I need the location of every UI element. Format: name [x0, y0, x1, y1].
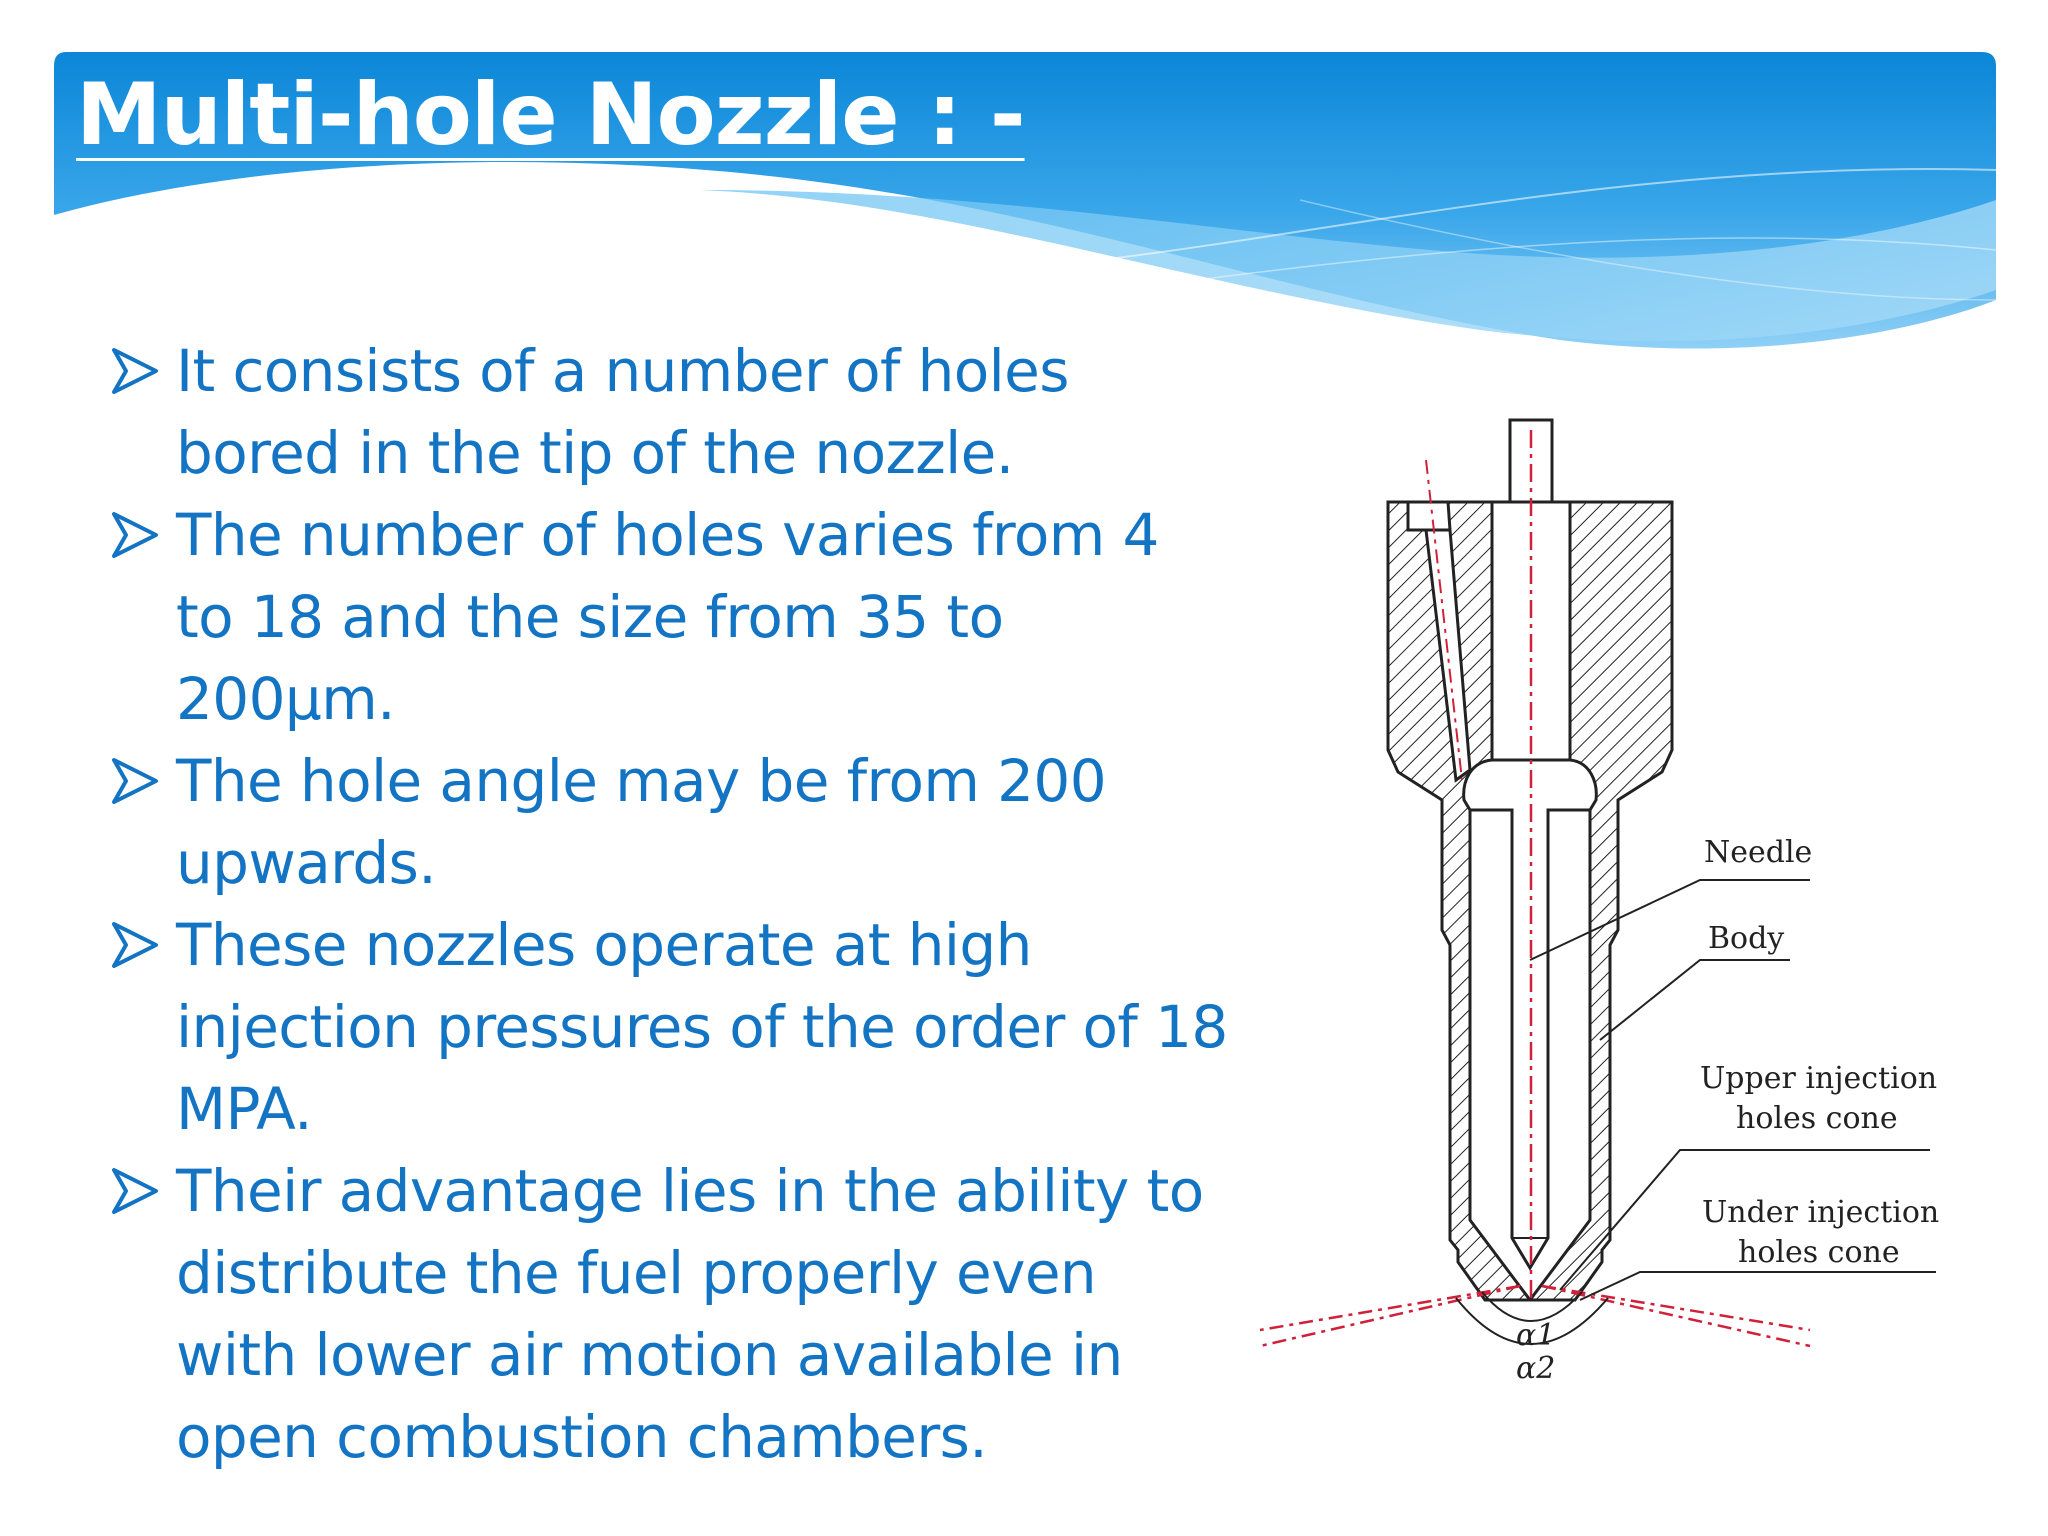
arrow-bullet-icon	[110, 1166, 160, 1216]
bullet-text: The hole angle may be from 200 upwards.	[176, 747, 1106, 897]
bullet-item	[110, 1150, 1230, 1478]
body-label: Body	[1708, 921, 1785, 956]
bullet-item	[110, 904, 1230, 1150]
spray-hole-left-lower	[1260, 1286, 1520, 1346]
bullet-list	[110, 330, 1230, 1478]
arrow-bullet-icon	[110, 756, 160, 806]
under-cone-label-line2: holes cone	[1738, 1235, 1900, 1270]
bullet-text: It consists of a number of holes bored in the tip of the nozzle.	[176, 337, 1069, 487]
upper-cone-label-line2: holes cone	[1736, 1101, 1898, 1136]
arrow-bullet-icon	[110, 510, 160, 560]
bullet-item	[110, 494, 1230, 740]
body-leader-line	[1600, 960, 1790, 1040]
bullet-text: Their advantage lies in the ability to distribute the fuel properly even with lower air motion available in open combustion chambers.	[176, 1157, 1204, 1471]
spray-hole-right-lower	[1542, 1286, 1810, 1346]
upper-cone-label-line1: Upper injection	[1700, 1061, 1938, 1096]
bullet-text: The number of holes varies from 4 to 18 and the size from 35 to 200μm.	[176, 501, 1159, 733]
bullet-item	[110, 330, 1230, 494]
arrow-bullet-icon	[110, 920, 160, 970]
bullet-item	[110, 740, 1230, 904]
under-cone-label-line1: Under injection	[1702, 1195, 1940, 1230]
under-cone-leader-line	[1580, 1272, 1936, 1300]
bullet-text: These nozzles operate at high injection pressures of the order of 18 MPA.	[176, 911, 1228, 1143]
arrow-bullet-icon	[110, 346, 160, 396]
nozzle-cross-section-diagram	[1230, 400, 1970, 1400]
needle-label: Needle	[1704, 835, 1813, 870]
alpha2-label: α2	[1516, 1351, 1556, 1386]
alpha1-label: α1	[1516, 1318, 1556, 1353]
slide-title: Multi-hole Nozzle : -	[76, 65, 1025, 165]
